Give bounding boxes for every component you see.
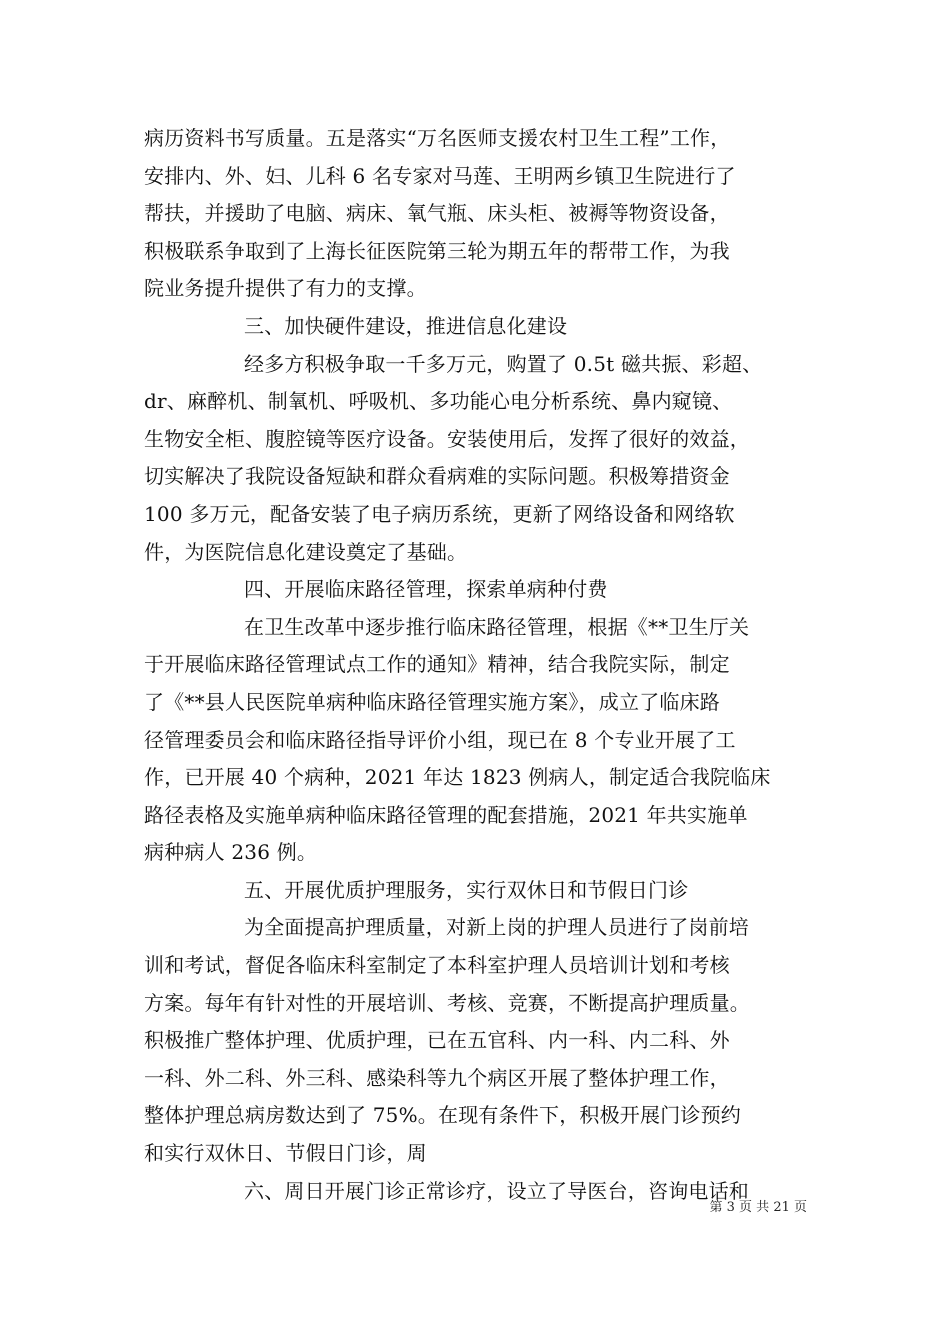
text-line: 方案。每年有针对性的开展培训、考核、竞赛，不断提高护理质量。 [144,990,750,1015]
text-line: 帮扶，并援助了电脑、病床、氧气瓶、床头柜、被褥等物资设备， [144,201,730,226]
text-line: 件，为医院信息化建设奠定了基础。 [144,539,468,564]
text-line: 积极联系争取到了上海长征医院第三轮为期五年的帮带工作，为我 [144,238,730,263]
section-heading-4: 四、开展临床路径管理，探索单病种付费 [244,577,608,602]
section-heading-5: 五、开展优质护理服务，实行双休日和节假日门诊 [244,877,689,902]
paragraph-start: 经多方积极争取一千多万元，购置了 0.5t 磁共振、彩超、 [244,351,763,376]
text-line: 100 多万元，配备安装了电子病历系统，更新了网络设备和网络软 [144,501,735,526]
text-line: 路径表格及实施单病种临床路径管理的配套措施，2021 年共实施单 [144,802,748,827]
text-line: 切实解决了我院设备短缺和群众看病难的实际问题。积极筹措资金 [144,464,730,489]
text-line: 径管理委员会和临床路径指导评价小组，现已在 8 个专业开展了工 [144,727,736,752]
body-text [144,120,824,1210]
text-line: 了《**县人民医院单病种临床路径管理实施方案》，成立了临床路 [144,689,720,714]
text-line: 病历资料书写质量。五是落实“万名医师支援农村卫生工程”工作， [144,126,731,150]
paragraph-start: 在卫生改革中逐步推行临床路径管理，根据《**卫生厅关 [244,614,750,639]
section-heading-3: 三、加快硬件建设，推进信息化建设 [244,313,568,338]
text-line: 于开展临床路径管理试点工作的通知》精神，结合我院实际，制定 [144,652,730,677]
paragraph-start: 为全面提高护理质量，对新上岗的护理人员进行了岗前培 [244,915,749,940]
text-line: 生物安全柜、腹腔镜等医疗设备。安装使用后，发挥了很好的效益， [144,426,750,451]
text-line: 病种病人 236 例。 [144,840,318,865]
text-line: 训和考试，督促各临床科室制定了本科室护理人员培训计划和考核 [144,953,730,978]
page-number-footer: 第 3 页 共 21 页 [709,1200,807,1215]
text-line: 院业务提升提供了有力的支撑。 [144,276,427,301]
text-line: 和实行双休日、节假日门诊，周 [144,1141,427,1166]
text-line: 安排内、外、妇、儿科 6 名专家对马莲、王明两乡镇卫生院进行了 [144,163,736,188]
text-line: 积极推广整体护理、优质护理，已在五官科、内一科、内二科、外 [144,1028,730,1053]
text-line: 一科、外二科、外三科、感染科等九个病区开展了整体护理工作， [144,1065,730,1090]
text-line: 整体护理总病房数达到了 75%。在现有条件下，积极开展门诊预约 [144,1103,742,1128]
text-line: 六、周日开展门诊正常诊疗，设立了导医台，咨询电话和 [244,1178,749,1203]
text-line: 作，已开展 40 个病种，2021 年达 1823 例病人，制定适合我院临床 [144,765,771,790]
text-line: dr、麻醉机、制氧机、呼吸机、多功能心电分析系统、鼻内窥镜、 [144,389,733,414]
